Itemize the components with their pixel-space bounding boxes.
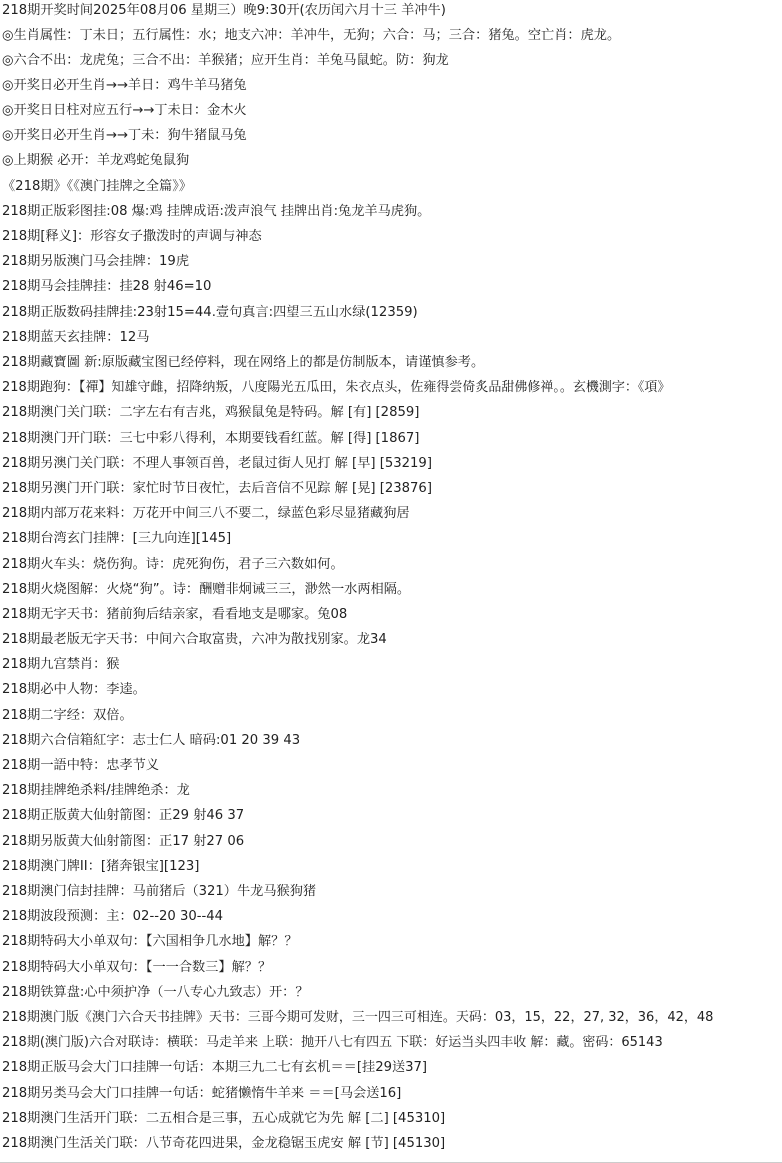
text-line: 218期澳门生活开门联：二五相合是三事，五心成就它为先 解 [二] [45310] — [2, 1111, 446, 1126]
text-line: 218期一語中特：忠孝节义 — [2, 758, 160, 773]
text-line: 218期蓝天玄挂牌：12马 — [2, 330, 150, 345]
text-line: 218期[释义]：形容女子撒泼时的声调与神态 — [2, 229, 262, 244]
text-line: 218期六合信箱紅字：志士仁人 暗码:01 20 39 43 — [2, 733, 301, 748]
text-line: 218期正版彩图挂:08 爆:鸡 挂牌成语:泼声浪气 挂牌出肖:兔龙羊马虎狗。 — [2, 204, 431, 219]
text-line: 218期马会挂牌挂：挂28 射46=10 — [2, 279, 212, 294]
text-line: 218期内部万花来料：万花开中间三八不要二，绿蓝色彩尽显猪藏狗居 — [2, 506, 410, 521]
text-line: 218期无字天书：猪前狗后结亲家，看看地支是哪家。兔08 — [2, 607, 348, 622]
text-line: 218期(澳门版)六合对联诗：横联：马走羊来 上联：抛开八七有四五 下联：好运当头四丰收 解：藏。密码：65143 — [2, 1035, 663, 1050]
text-line: 218期最老版无字天书：中间六合取富贵，六冲为散找别家。龙34 — [2, 632, 387, 647]
text-line: 218期波段预测：主：02--20 30--44 — [2, 909, 224, 924]
text-line: 218期特码大小单双句：【一一合数三】解？？ — [2, 960, 272, 975]
text-line: 218期挂牌绝杀料/挂牌绝杀：龙 — [2, 783, 190, 798]
text-line: 218期火烧图解：火烧“狗”。诗：酬赠非炯诫三三，渺然一水两相隔。 — [2, 582, 411, 597]
text-line: 218期澳门牌II：[猪奔银宝][123] — [2, 859, 200, 874]
text-line: 218期另澳门关门联：不理人事领百兽，老鼠过街人见打 解 [早] [53219] — [2, 456, 432, 471]
text-line: 《218期》《《澳门挂牌之全篇》》 — [2, 179, 192, 194]
text-line: 218期另类马会大门口挂牌一句话：蛇猪懒惰牛羊来 ＝＝[马会送16] — [2, 1086, 402, 1101]
text-line: 218期二字经：双倍。 — [2, 708, 133, 723]
text-line: 218期另版澳门马会挂牌：19虎 — [2, 254, 190, 269]
text-line: 218期必中人物：李逵。 — [2, 682, 146, 697]
text-line: 218期正版马会大门口挂牌一句话：本期三九二七有玄机＝＝[挂29送37] — [2, 1060, 428, 1075]
text-line: 218期开奖时间2025年08月06 星期三）晚9:30开(农历闰六月十三 羊冲牛) — [2, 3, 446, 18]
text-line: ◎开奖日必开生肖→→丁未：狗牛猪鼠马兔 — [2, 128, 247, 143]
text-line: 218期跑狗：【禪】知雄守雌，招降纳叛，八度陽光五瓜田，朱衣点头，佐雍得尝倚炙品甜佛修禅。。玄機測字：《項》 — [2, 380, 671, 395]
text-line: 218期铁算盘:心中须护净（一八专心九致志）开：？ — [2, 985, 309, 1000]
text-line: 218期另澳门开门联：家忙时节日夜忙，去后音信不见踪 解 [晃] [23876] — [2, 481, 432, 496]
text-line: 218期特码大小单双句：【六国相争几水地】解？？ — [2, 934, 298, 949]
text-line: ◎开奖日必开生肖→→羊日：鸡牛羊马猪兔 — [2, 78, 247, 93]
text-line: 218期另版黄大仙射箭图：正17 射27 06 — [2, 834, 245, 849]
text-line: 218期九宫禁肖：猴 — [2, 657, 120, 672]
text-line: ◎开奖日日柱对应五行→→丁未日：金木火 — [2, 103, 247, 118]
text-line: ◎六合不出：龙虎兔；三合不出：羊猴猪；应开生肖：羊兔马鼠蛇。防：狗龙 — [2, 53, 449, 68]
text-line: 218期正版黄大仙射箭图：正29 射46 37 — [2, 808, 245, 823]
text-line: 218期澳门关门联：二字左右有吉兆，鸡猴鼠兔是特码。解 [有] [2859] — [2, 405, 420, 420]
text-line: 218期火车头：烧伤狗。诗：虎死狗伤，君子三六数如何。 — [2, 557, 344, 572]
text-line: 218期澳门生活关门联：八节奇花四进果，金龙稳锯玉虎安 解 [节] [45130] — [2, 1136, 446, 1151]
text-line: ◎生肖属性：丁未日；五行属性：水；地支六冲：羊冲牛，无狗；六合：马；三合：猪兔。空亡肖：虎龙。 — [2, 28, 621, 43]
text-line: 218期澳门开门联：三七中彩八得利，本期要钱看红蓝。解 [得] [1867] — [2, 431, 420, 446]
text-line: 218期台湾玄门挂牌：[三九向连][145] — [2, 531, 232, 546]
text-line: 218期澳门信封挂牌：马前猪后（321）牛龙马猴狗猪 — [2, 884, 317, 899]
text-line: 218期藏寶圖 新:原版藏宝图已经停料，现在网络上的都是仿制版本，请谨慎参考。 — [2, 355, 485, 370]
text-line: ◎上期猴 必开：羊龙鸡蛇兔鼠狗 — [2, 153, 190, 168]
text-line: 218期正版数码挂牌挂:23射15=44.壹句真言:四望三五山水绿(12359) — [2, 305, 418, 320]
text-line: 218期澳门版《澳门六合天书挂牌》天书：三哥今期可发财，三一四三可相连。天码：03，15，22，27, 32，36，42，48 — [2, 1010, 714, 1025]
